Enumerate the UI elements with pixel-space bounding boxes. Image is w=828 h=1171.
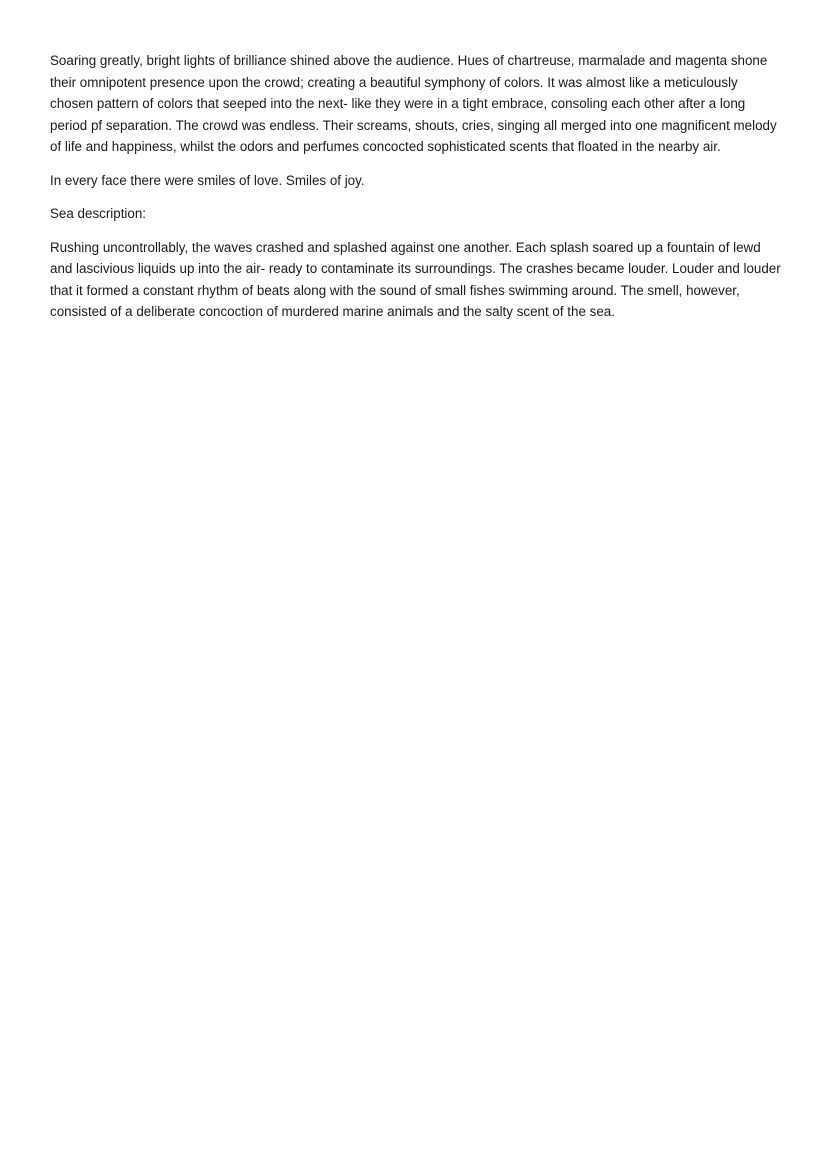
paragraph-smiles: In every face there were smiles of love. Smiles of joy.: [50, 172, 365, 188]
document-body: [50, 50, 782, 335]
paragraph-concert: Soaring greatly, bright lights of brilliance shined above the audience. Hues of chartreuse, marmalade and magenta shone their omnipotent presence upon the crowd; creating a beautiful symphony of colors. It was almost like a meticulously chosen pattern of colors that seeped into the next- like they were in a tight embrace, consoling each other after a long period pf separation. The crowd was endless. Their screams, shouts, cries, singing all merged into one magnificent melody of life and happiness, whilst the odors and perfumes concocted sophisticated scents that floated in the nearby air.: [50, 53, 777, 154]
paragraph-sea: Rushing uncontrollably, the waves crashed and splashed against one another. Each splash soared up a fountain of lewd and lascivious liquids up into the air- ready to contaminate its surroundings. The crashes became louder. Louder and louder that it formed a constant rhythm of beats along with the sound of small fishes swimming around. The smell, however, consisted of a deliberate concoction of murdered marine animals and the salty scent of the sea.: [50, 239, 781, 319]
section-heading-sea: Sea description:: [50, 206, 147, 221]
